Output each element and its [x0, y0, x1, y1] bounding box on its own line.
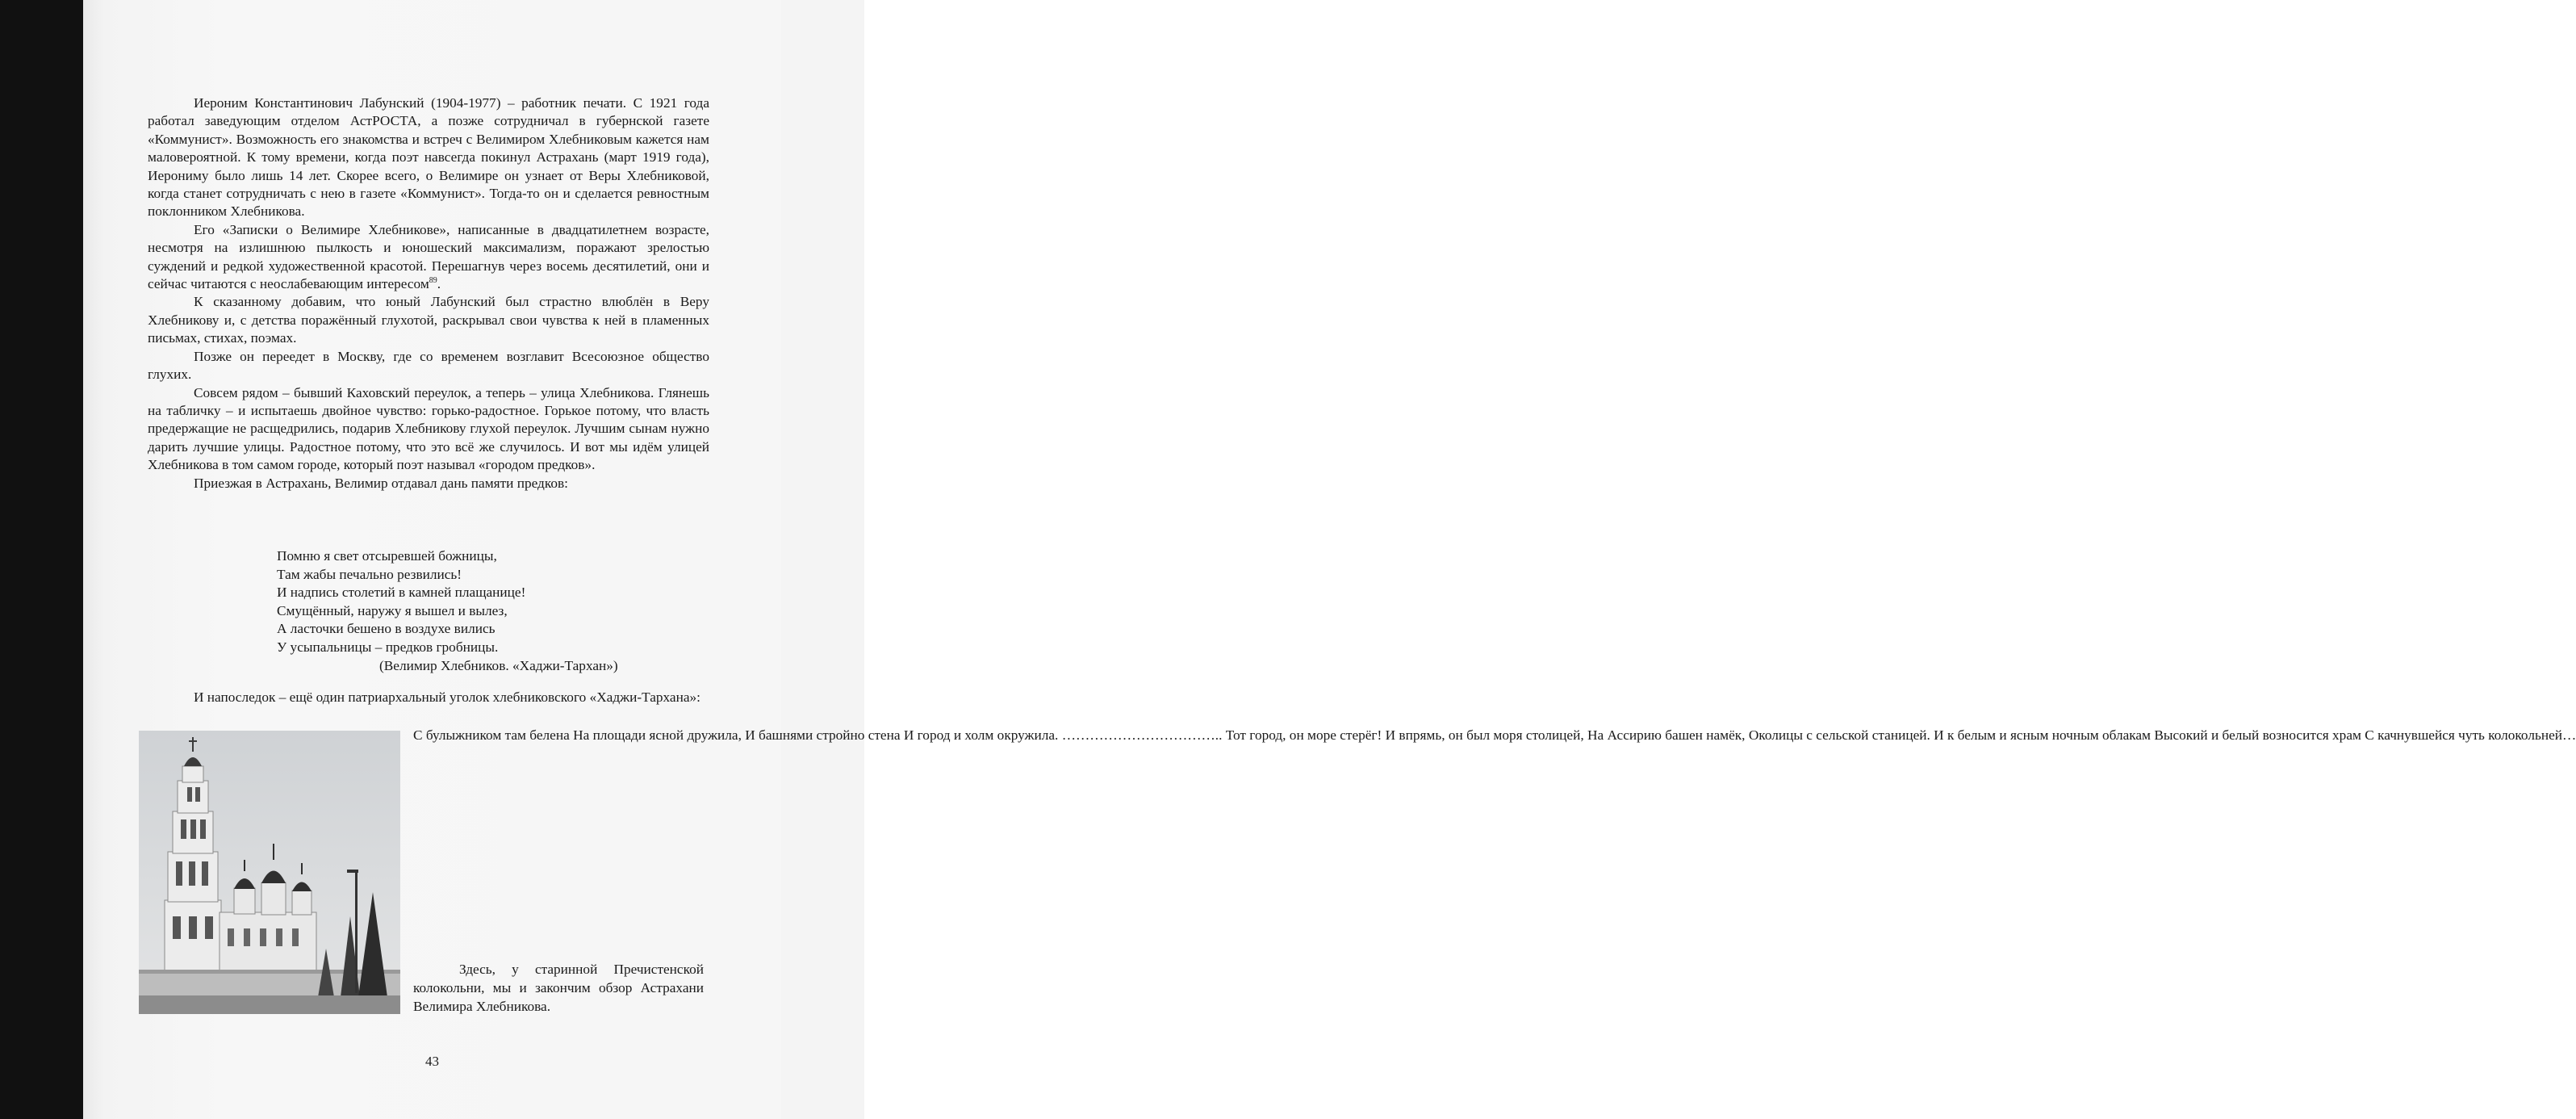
cathedral-illustration — [139, 731, 400, 1014]
paragraph-notes: Его «Записки о Велимире Хлебникове», написанные в двадцатилетнем возрасте, несмотря на излишнюю пылкость и юношеский максимализм, поражают зрелостью суждений и редкой художественной красотой. Перешагнув через восемь десятилетий, они и сейчас читаются с неослабевающим интересом$^{89}$. — [148, 221, 709, 292]
paragraph-love: К сказанному добавим, что юный Лабунский был страстно влюблён в Веру Хлебникову и, с детства поражённый глухотой, раскрывал свои чувства к ней в пламенных письмах, стихах, поэмах. — [148, 294, 709, 346]
poem-line: На площади ясной дружила, — [573, 727, 742, 743]
poem-line: С булыжником там белена — [413, 727, 570, 743]
paragraph-final-intro: И напоследок – ещё один патриархальный уголок хлебниковского «Хаджи-Тархана»: — [194, 689, 700, 705]
poem-line: Высокий и белый возносится храм — [2154, 727, 2361, 743]
poem-line: Там жабы печально резвились! — [277, 566, 462, 582]
footnote-ref: 89 — [429, 276, 437, 286]
poem-line: И город и холм окружила. — [903, 727, 1059, 743]
poem-ellipsis-line: …………………………….. — [1061, 727, 1223, 743]
paragraph-street: Совсем рядом – бывший Каховский переулок, а теперь – улица Хлебникова. Глянешь на табличку – и испытаешь двойное чувство: горько-радостное. Горькое потому, что власть предержащие не расщедрились, подарив Хлебникову глухой переулок. Лучшим сынам нужно дарить лучшие улицы. Радостное потому, что это всё же случилось. И вот мы идём улицей Хлебникова в том самом городе, который поэт называл «городом предков». — [148, 384, 709, 473]
poem-line: И впрямь, он был моря столицей, — [1385, 727, 1584, 743]
page-number: 43 — [425, 1054, 439, 1069]
poem-attribution: (Велимир Хлебников. «Хаджи-Тархан») — [379, 658, 618, 673]
poem-line: А ласточки бешено в воздухе вились — [277, 621, 496, 637]
poem-line: На Ассирию башен намёк, — [1587, 727, 1746, 743]
poem-line: С качнувшейся чуть колокольней… — [2365, 727, 2576, 743]
closing-block — [413, 961, 704, 1016]
paragraph-ancestors: Приезжая в Астрахань, Велимир отдавал дань памяти предков: — [194, 475, 568, 491]
body-text — [148, 94, 709, 492]
poem-city — [413, 727, 2576, 745]
poem-line: И башнями стройно стена — [745, 727, 901, 743]
scan-border-left — [0, 0, 83, 1119]
poem-line: Тот город, он море стерёг! — [1225, 727, 1382, 743]
poem-line: И надпись столетий в камней плащанице! — [277, 585, 526, 601]
paragraph-closing: Здесь, у старинной Пречистенской колокольни, мы и закончим обзор Астрахани Велимира Хлебникова. — [413, 962, 704, 1014]
poem-hadji-tarkhan — [277, 547, 525, 657]
final-intro-block — [148, 689, 709, 706]
cathedral-bell-tower-photo — [139, 731, 400, 1014]
poem-line: И к белым и ясным ночным облакам — [1934, 727, 2151, 743]
poem-line: Смущённый, наружу я вышел и вылез, — [277, 602, 508, 618]
scan-border-right — [781, 0, 864, 1119]
poem-line: У усыпальницы – предков гробницы. — [277, 639, 499, 655]
poem-line: Околицы с сельской станицей. — [1748, 727, 1930, 743]
paragraph-moscow: Позже он переедет в Москву, где со временем возглавит Всесоюзное общество глухих. — [148, 348, 709, 383]
poem-line: Помню я свет отсыревшей божницы, — [277, 548, 497, 564]
paragraph-labunsky: Иероним Константинович Лабунский (1904-1977) – работник печати. С 1921 года работал заведующим отделом АстРОСТА, а позже сотрудничал в губернской газете «Коммунист». Возможность его знакомства и встреч с Велимиром Хлебниковым кажется нам маловероятной. К тому времени, когда поэт навсегда покинул Астрахань (март 1919 года), Иерониму было лишь 14 лет. Скорее всего, о Велимире он узнает от Веры Хлебниковой, когда станет сотрудничать с нею в газете «Коммунист». Тогда-то он и сделается ревностным поклонником Хлебникова. — [148, 95, 709, 220]
